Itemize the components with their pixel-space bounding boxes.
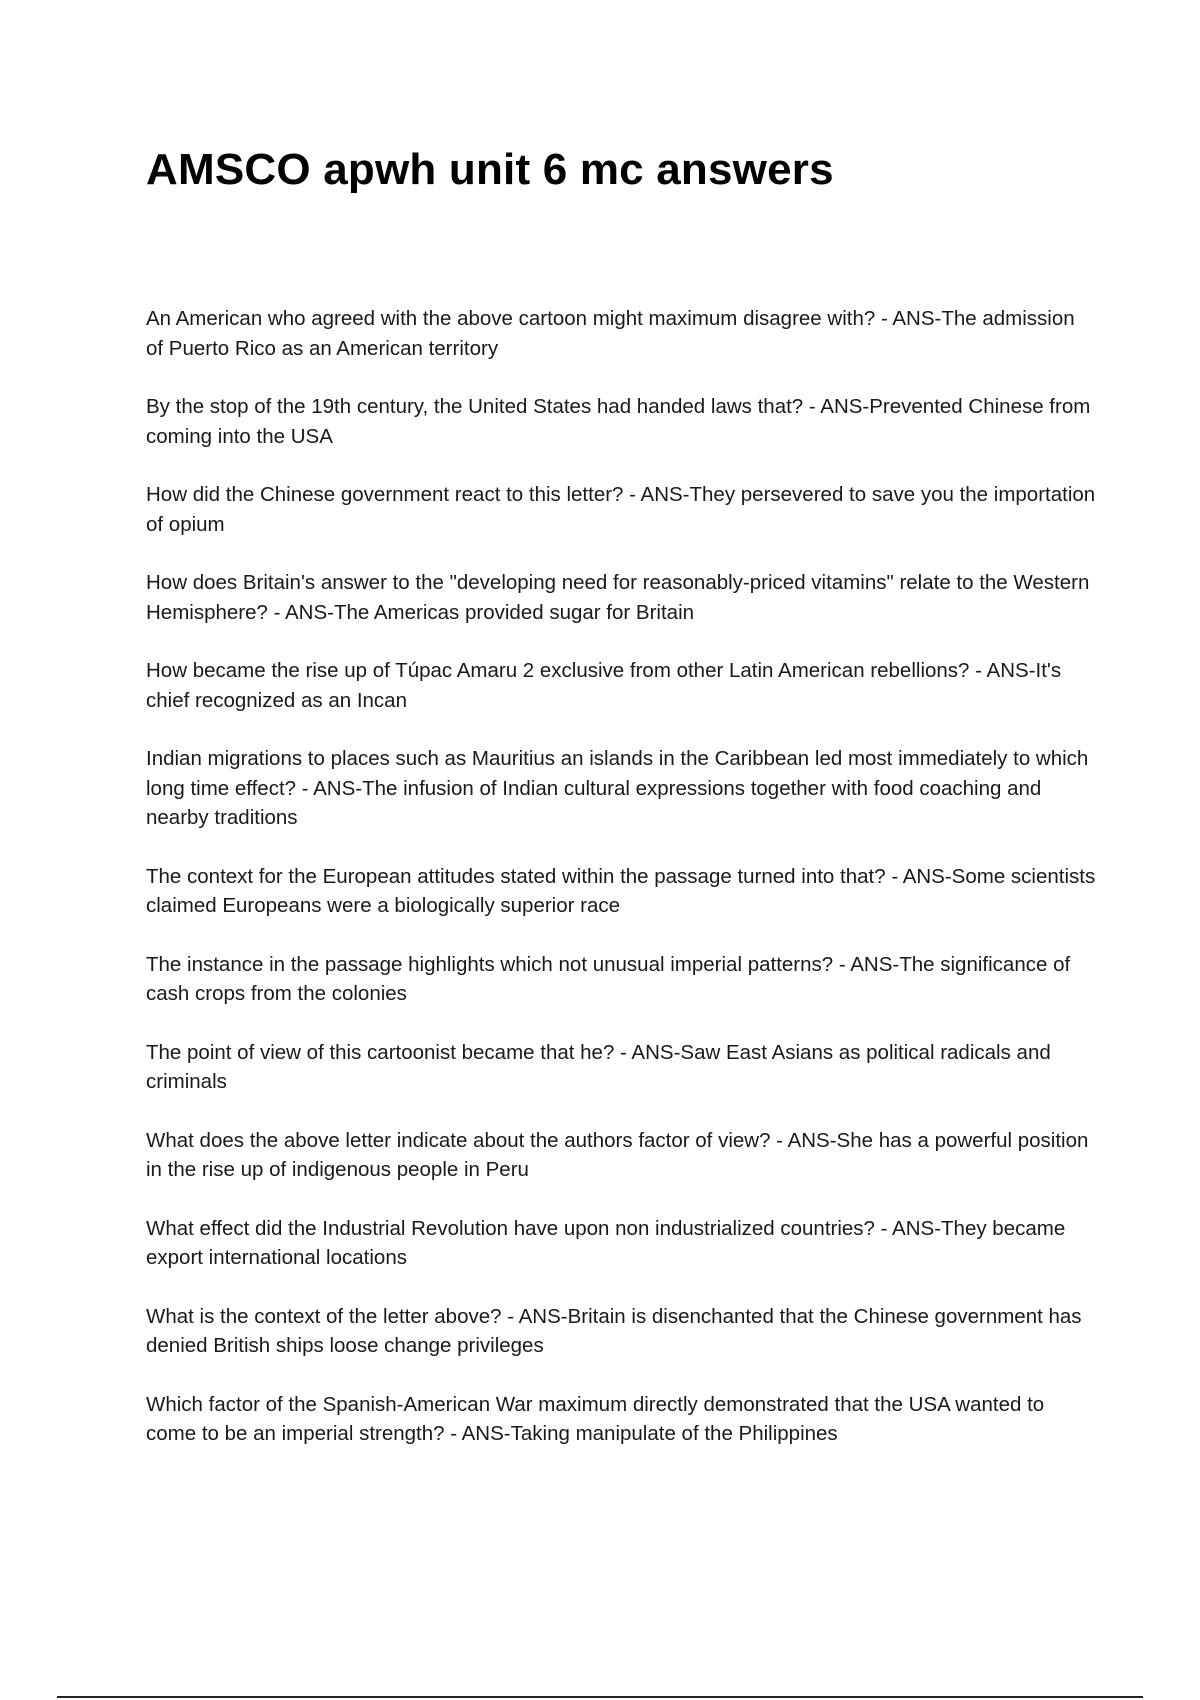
question-answer-list — [146, 304, 1096, 1478]
qa-item-12: What is the context of the letter above? - ANS-Britain is disenchanted that the Chinese government has denied British ships loose change privileges — [146, 1304, 1082, 1357]
qa-item-7: The context for the European attitudes stated within the passage turned into that? - ANS-Some scientists claimed Europeans were a biologically superior race — [146, 864, 1096, 917]
qa-item-4: How does Britain's answer to the "developing need for reasonably-priced vitamins" relate to the Western Hemisphere? - ANS-The Americas provided sugar for Britain — [146, 571, 1090, 624]
qa-item-6: Indian migrations to places such as Mauritius an islands in the Caribbean led most immediately to which long time effect? - ANS-The infusion of Indian cultural expressions together with food coaching and nearby traditions — [146, 747, 1089, 829]
qa-item-8: The instance in the passage highlights which not unusual imperial patterns? - ANS-The significance of cash crops from the colonies — [146, 952, 1071, 1005]
footer-divider — [57, 1696, 1143, 1698]
qa-item-1: An American who agreed with the above cartoon might maximum disagree with? - ANS-The admission of Puerto Rico as an American territory — [146, 307, 1075, 360]
qa-item-10: What does the above letter indicate about the authors factor of view? - ANS-She has a powerful position in the rise up of indigenous people in Peru — [146, 1128, 1089, 1181]
page-title: AMSCO apwh unit 6 mc answers — [146, 145, 834, 194]
qa-item-3: How did the Chinese government react to this letter? - ANS-They persevered to save you the importation of opium — [146, 483, 1096, 536]
qa-item-9: The point of view of this cartoonist became that he? - ANS-Saw East Asians as political radicals and criminals — [146, 1040, 1051, 1093]
qa-item-11: What effect did the Industrial Revolution have upon non industrialized countries? - ANS-They became export international locations — [146, 1216, 1066, 1269]
qa-item-5: How became the rise up of Túpac Amaru 2 exclusive from other Latin American rebellions? - ANS-It's chief recognized as an Incan — [146, 659, 1062, 712]
qa-item-2: By the stop of the 19th century, the United States had handed laws that? - ANS-Prevented Chinese from coming into the USA — [146, 395, 1091, 448]
qa-item-13: Which factor of the Spanish-American War maximum directly demonstrated that the USA wanted to come to be an imperial strength? - ANS-Taking manipulate of the Philippines — [146, 1392, 1045, 1445]
